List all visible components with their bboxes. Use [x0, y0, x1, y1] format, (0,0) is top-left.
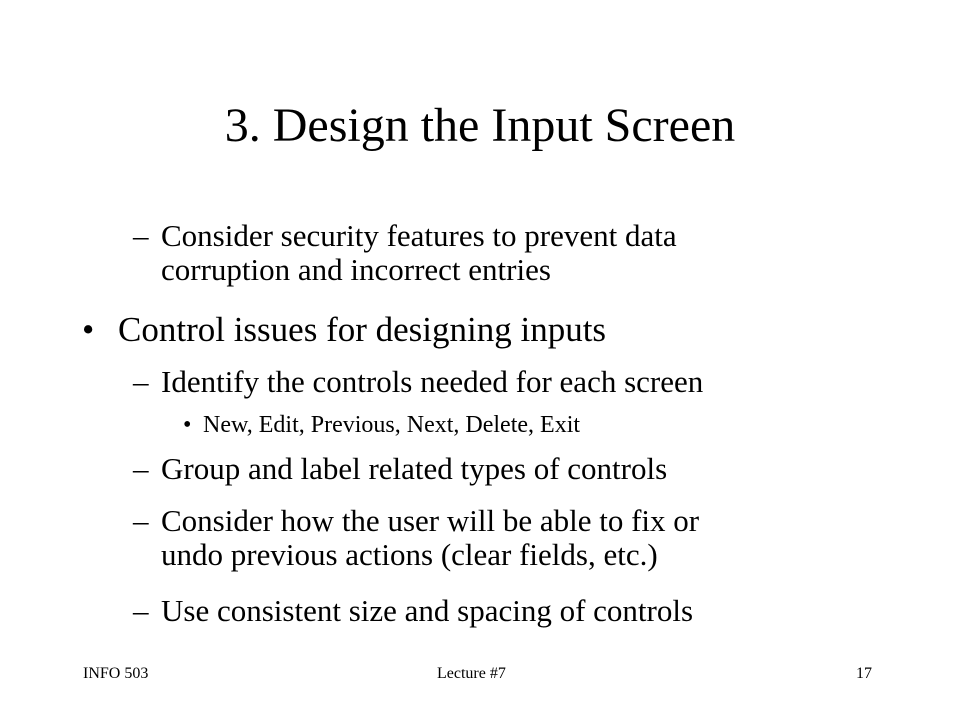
list-item — [82, 309, 606, 351]
page-number: 17 — [856, 665, 872, 682]
list-item — [133, 504, 699, 572]
list-item — [133, 594, 693, 628]
list-item — [133, 452, 667, 486]
list-item — [133, 219, 677, 287]
list-item-text-line: Group and label related types of controls — [161, 451, 668, 486]
footer-center: Lecture #7 — [437, 665, 506, 682]
list-item-text-line: Use consistent size and spacing of controls — [161, 593, 694, 628]
dash-marker: – — [133, 218, 149, 253]
bullet-marker: • — [82, 310, 95, 349]
list-item-text-line: undo previous actions (clear fields, etc.) — [161, 537, 658, 572]
list-item-text-line: Consider how the user will be able to fix or — [161, 503, 700, 538]
slide-title: 3. Design the Input Screen — [224, 99, 736, 152]
bullet-marker: • — [183, 412, 192, 438]
dash-marker: – — [133, 503, 149, 538]
list-item — [183, 410, 580, 440]
list-item-text-line: corruption and incorrect entries — [161, 252, 551, 287]
footer-left: INFO 503 — [83, 665, 149, 682]
list-item-text-line: New, Edit, Previous, Next, Delete, Exit — [203, 412, 581, 438]
dash-marker: – — [133, 593, 149, 628]
list-item — [133, 365, 703, 399]
dash-marker: – — [133, 451, 149, 486]
list-item-text-line: Consider security features to prevent data — [161, 218, 677, 253]
dash-marker: – — [133, 364, 149, 399]
list-item-text-line: Identify the controls needed for each screen — [161, 364, 704, 399]
list-item-text-line: Control issues for designing inputs — [118, 310, 607, 349]
